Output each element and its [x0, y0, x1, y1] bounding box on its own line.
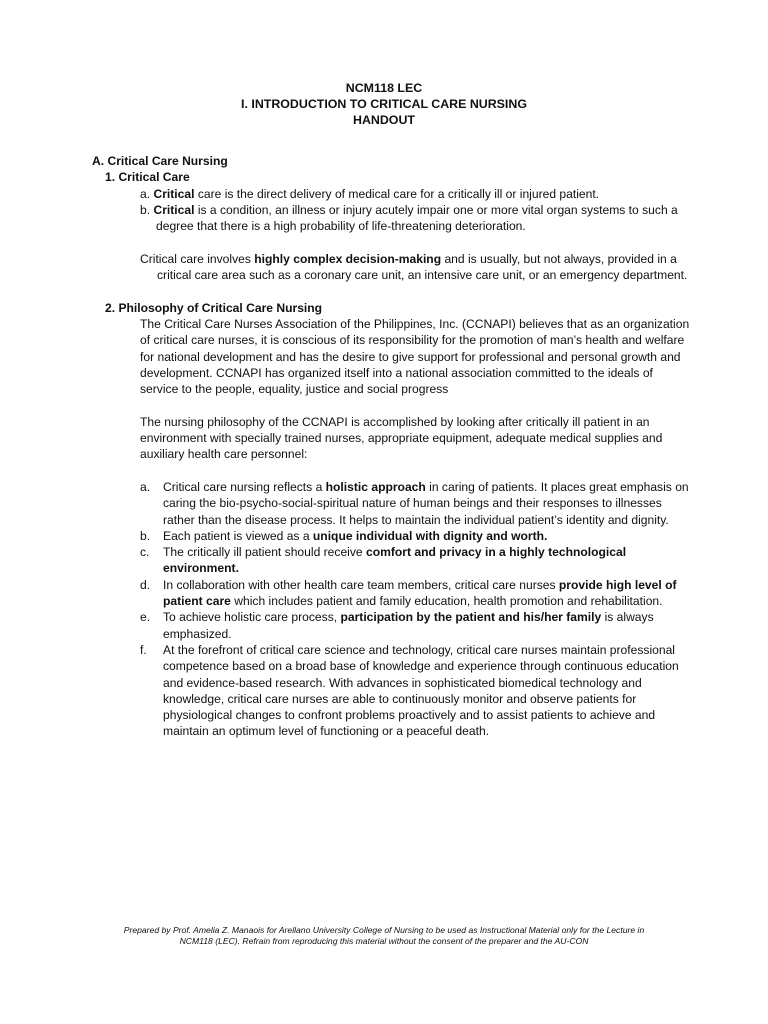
para-text-bold: highly complex decision-making [254, 251, 442, 266]
critical-care-item-b [140, 202, 692, 235]
philosophy-list [140, 479, 692, 740]
list-item: e. To achieve holistic care process, participation by the patient and his/her family is always emphasized. [140, 610, 654, 641]
critical-care-paragraph [140, 251, 692, 284]
item-marker: a. [140, 186, 151, 201]
list-item: d. In collaboration with other health care team members, critical care nurses provide high level of patient care which includes patient and family education, health promotion and rehabilitation. [140, 577, 677, 609]
list-item: c. The critically ill patient should receive comfort and privacy in a highly technological environment. [140, 545, 627, 576]
list-marker: d. [140, 577, 151, 592]
course-code: NCM118 LEC [345, 81, 423, 95]
item-lead: Critical [153, 202, 195, 217]
item-marker: b. [140, 202, 151, 217]
list-marker: a. [140, 479, 151, 494]
footer-line-1: Prepared by Prof. Amelia Z. Manaois for Arellano University College of Nursing to be used as Instructional Material only for the Lecture in [123, 925, 645, 935]
list-item: b. Each patient is viewed as a unique individual with dignity and worth. [140, 528, 548, 543]
item-text: care is the direct delivery of medical care for a critically ill or injured patient. [194, 186, 600, 201]
list-marker: e. [140, 610, 151, 625]
item-lead: Critical [153, 186, 195, 201]
section-a-heading: A. Critical Care Nursing [92, 154, 228, 168]
page-footer [60, 925, 708, 948]
para-text-pre: Critical care involves [140, 251, 255, 266]
item-text: is a condition, an illness or injury acutely impair one or more vital organ systems to such a degree that there is a high probability of life-threatening deterioration. [156, 202, 678, 234]
subsection-1-heading: 1. Critical Care [105, 170, 190, 185]
document-subtitle: HANDOUT [353, 113, 415, 128]
list-item: a. Critical care nursing reflects a holistic approach in caring of patients. It places great emphasis on caring the bio-psycho-social-spiritual nature of human beings and their responses to illnesses rather than the disease process. It helps to maintain the individual patient’s identity and dignity. [140, 479, 689, 527]
document-body [92, 153, 692, 740]
list-item: f. At the forefront of critical care science and technology, critical care nurses maintain professional competence based on a broad base of knowledge and experience through continuous education and evidence-based research. With advances in sophisticated biomedical technology and knowledge, critical care nurses are able to continuously monitor and observe patients for physiological changes to confront problems proactively and to assist patients to achieve and maintain an optimum level of functioning or a peaceful death. [140, 642, 679, 739]
para-text-post: and is usually, but not always, provided in a critical care area such as a coronary care unit, an intensive care unit, or an emergency department. [157, 251, 688, 283]
footer-line-2: NCM118 (LEC). Refrain from reproducing this material without the consent of the preparer and the AU-CON [179, 936, 589, 947]
document-header [0, 80, 768, 129]
list-marker: b. [140, 528, 151, 543]
philosophy-paragraph-1: The Critical Care Nurses Association of the Philippines, Inc. (CCNAPI) believes that as an organization of critical care nurses, it is conscious of its responsibility for the promotion of man’s health and welfare for national development and has the desire to give support for professional and personal growth and development. CCNAPI has organized itself into a national association committed to the ideals of service to the people, equality, justice and social progress [140, 316, 690, 397]
list-marker: c. [140, 545, 150, 560]
philosophy-paragraph-2: The nursing philosophy of the CCNAPI is accomplished by looking after critically ill patient in an environment with specially trained nurses, appropriate equipment, adequate medical supplies and auxiliary health care personnel: [140, 414, 663, 462]
subsection-2-heading: 2. Philosophy of Critical Care Nursing [105, 300, 323, 315]
document-title: I. INTRODUCTION TO CRITICAL CARE NURSING [241, 97, 527, 112]
list-marker: f. [140, 642, 147, 657]
critical-care-item-a [140, 186, 692, 202]
